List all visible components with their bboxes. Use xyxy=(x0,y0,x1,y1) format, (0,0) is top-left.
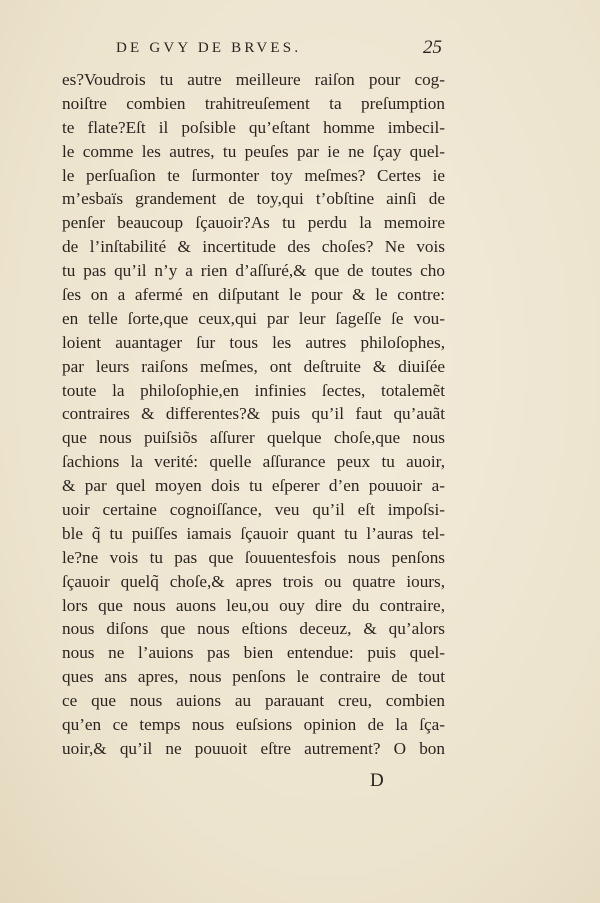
text-line: ſes on a afermé en diſputant le pour & le contre: xyxy=(62,285,445,305)
text-line: ce que nous auions au parauant creu, combien xyxy=(62,691,445,711)
text-line: ſçauoir quelq̃ choſe,& apres trois ou quatre iours, xyxy=(62,571,445,591)
text-line: tu pas qu’il n’y a rien d’aſſuré,& que de toutes cho xyxy=(62,261,445,281)
text-line: loient auantager ſur tous les autres philoſophes, xyxy=(62,332,445,352)
text-line: le comme les autres, tu peuſes par ie ne ſçay quel- xyxy=(62,141,445,161)
page-number: 25 xyxy=(423,37,442,58)
text-line: que nous puiſsiõs aſſurer quelque choſe,que nous xyxy=(62,428,445,448)
running-head: DE GVY DE BRVES. xyxy=(116,40,302,56)
text-line: par leurs raiſons meſmes, ont deſtruite & diuiſée xyxy=(62,356,445,376)
text-line: te flate?Eſt il poſsible qu’eſtant homme imbecil- xyxy=(62,117,445,137)
body-text xyxy=(62,68,445,761)
text-line: ques ans apres, nous penſons le contraire de tout xyxy=(62,667,445,687)
page-header xyxy=(0,37,600,66)
signature-mark: D xyxy=(370,770,384,791)
text-line: le perſuaſion te ſurmonter toy meſmes? Certes ie xyxy=(62,165,445,185)
text-line: ſachions la verité: quelle aſſurance peux tu auoir, xyxy=(62,452,445,472)
text-line: m’esbaïs grandement de toy,qui t’obſtine ainſi de xyxy=(62,189,445,209)
text-line: uoir certaine cognoiſſance, veu qu’il eſt impoſsi- xyxy=(62,500,445,520)
text-line: & par quel moyen dois tu eſperer d’en pouuoir a- xyxy=(62,476,445,496)
text-line: qu’en ce temps nous euſsions opinion de la ſça- xyxy=(62,715,445,735)
text-line: contraires & differentes?& puis qu’il faut qu’auãt xyxy=(62,404,445,424)
text-line: lors que nous auons leu,ou ouy dire du contraire, xyxy=(62,595,445,615)
text-line: es?Voudrois tu autre meilleure raiſon pour cog- xyxy=(62,70,445,89)
text-line: uoir,& qu’il ne pouuoit eſtre autrement? O bon xyxy=(62,738,445,758)
text-line: noiſtre combien trahitreuſement ta preſumption xyxy=(62,93,445,113)
text-line: toute la philoſophie,en infinies ſectes, totalemẽt xyxy=(62,380,445,400)
text-line: le?ne vois tu pas que ſouuentesfois nous penſons xyxy=(62,547,445,567)
text-line: en telle ſorte,que ceux,qui par leur ſageſſe ſe vou- xyxy=(62,308,445,328)
text-line: ble q̃ tu puiſſes iamais ſçauoir quant tu l’auras tel- xyxy=(62,523,445,543)
text-line: nous ne l’auions pas bien entendue: puis quel- xyxy=(62,643,445,663)
text-line: de l’inſtabilité & incertitude des choſes? Ne vois xyxy=(62,237,445,257)
text-line: nous diſons que nous eſtions deceuz, & qu’alors xyxy=(62,619,445,639)
text-line: penſer beaucoup ſçauoir?As tu perdu la memoire xyxy=(62,213,445,233)
